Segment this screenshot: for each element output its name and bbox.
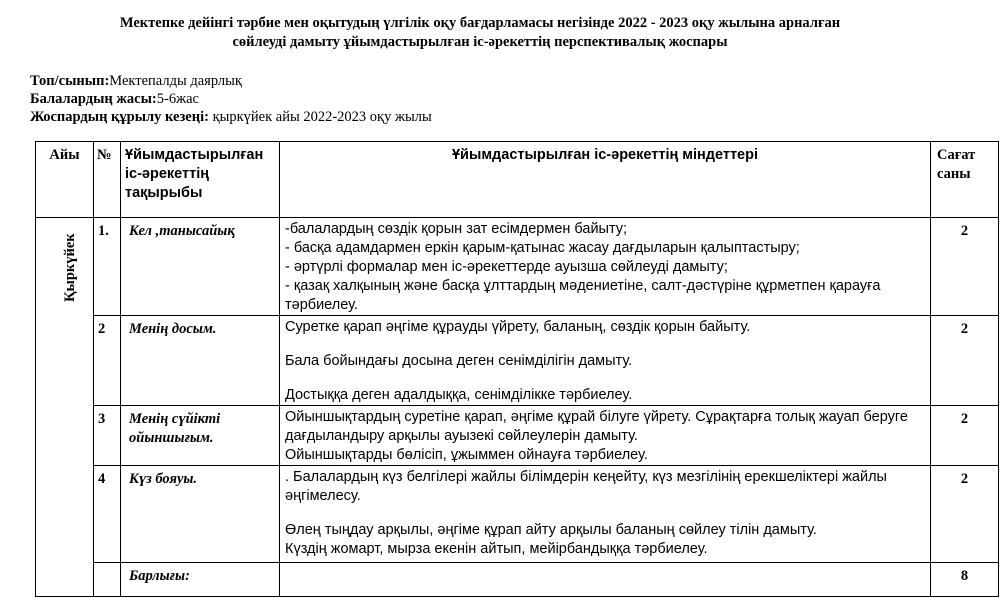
task-line: - басқа адамдармен еркін қарым-қатынас жасау дағдыларын қалыптастыру; (285, 240, 800, 256)
row-tasks (280, 406, 931, 466)
row-number: 2 (94, 316, 121, 406)
meta-age (30, 90, 432, 108)
table-total-row (36, 563, 999, 597)
row-topic: Күз бояуы. (121, 466, 280, 563)
header-hours: Сағат саны (931, 142, 999, 218)
task-line: Достыққа деген адалдыққа, сенімділікке тәрбиелеу. (285, 387, 633, 403)
row-number: 4 (94, 466, 121, 563)
plan-table (35, 141, 999, 597)
task-line: -балалардың сөздік қорын зат есімдермен байыту; (285, 221, 628, 237)
document-title (0, 14, 960, 52)
table-row (36, 218, 999, 316)
task-line: - қазақ халқының және басқа ұлттардың мәдениетіне, салт-дәстүріне құрметпен қарауға тәрбиелеу. (285, 278, 881, 313)
meta-period (30, 108, 432, 126)
task-line: Суретке қарап әңгіме құрауды үйрету, баланың, сөздік қорын байыту. (285, 319, 751, 335)
month-cell (36, 218, 94, 597)
header-topic: Ұйымдастырылған іс-әрекеттің тақырыбы (121, 142, 280, 218)
table-row (36, 406, 999, 466)
meta-age-value: 5-6жас (156, 91, 199, 107)
total-hours: 8 (931, 563, 999, 597)
row-number: 3 (94, 406, 121, 466)
meta-age-label: Балалардың жасы: (30, 91, 157, 107)
row-number: 1. (94, 218, 121, 316)
header-month: Айы (36, 142, 94, 218)
total-tasks-empty (280, 563, 931, 597)
task-line: Өлең тыңдау арқылы, әңгіме құрап айту арқылы баланың сөйлеу тілін дамыту. (285, 522, 817, 538)
total-number-empty (94, 563, 121, 597)
meta-period-value: қыркүйек айы 2022-2023 оқу жылы (208, 109, 432, 125)
task-line: Ойыншықтарды бөлісіп, ұжыммен ойнауға тәрбиелеу. (285, 447, 648, 463)
task-line: Бала бойындағы досына деген сенімділігін дамыту. (285, 353, 633, 369)
row-topic: Менің досым. (121, 316, 280, 406)
row-tasks (280, 466, 931, 563)
meta-period-label: Жоспардың құрылу кезеңі: (30, 109, 209, 125)
row-hours: 2 (931, 466, 999, 563)
task-line: Күздің жомарт, мырза екенін айтып, мейірбандыққа тәрбиелеу. (285, 541, 708, 557)
row-topic: Менің сүйікті ойыншығым. (121, 406, 280, 466)
month-label: Қыркүйек (62, 233, 78, 303)
plan-meta (30, 72, 432, 126)
row-hours: 2 (931, 316, 999, 406)
header-number: № (94, 142, 121, 218)
table-row (36, 466, 999, 563)
row-tasks (280, 316, 931, 406)
header-tasks: Ұйымдастырылған іс-әрекеттің міндеттері (280, 142, 931, 218)
meta-group-value: Мектепалды даярлық (109, 73, 242, 89)
task-line: Ойыншықтардың суретіне қарап, әңгіме құрай білуге үйрету. Сұрақтарға толық жауап беруге дағдыландыру арқылы ауызекі сөйлеулерін дамыту. (285, 409, 908, 444)
row-hours: 2 (931, 218, 999, 316)
table-row (36, 316, 999, 406)
task-line: - әртүрлі формалар мен іс-әрекеттерде ауызша сөйлеуді дамыту; (285, 259, 728, 275)
row-hours: 2 (931, 406, 999, 466)
title-line-2: сөйлеуді дамыту ұйымдастырылған іс-әрекеттің перспективалық жоспары (232, 34, 728, 50)
meta-group-label: Топ/сынып: (30, 73, 110, 89)
table-header-row (36, 142, 999, 218)
title-line-1: Мектепке дейінгі тәрбие мен оқытудың үлгілік оқу бағдарламасы негізінде 2022 - 2023 оқу жылына арналған (119, 15, 841, 31)
task-line: . Балалардың күз белгілері жайлы білімдерін кеңейту, күз мезгілінің ерекшеліктері жайлы әңгімелесу. (285, 469, 887, 504)
row-tasks (280, 218, 931, 316)
meta-group (30, 72, 432, 90)
total-label: Барлығы: (121, 563, 280, 597)
row-topic: Кел ,танысайық (121, 218, 280, 316)
